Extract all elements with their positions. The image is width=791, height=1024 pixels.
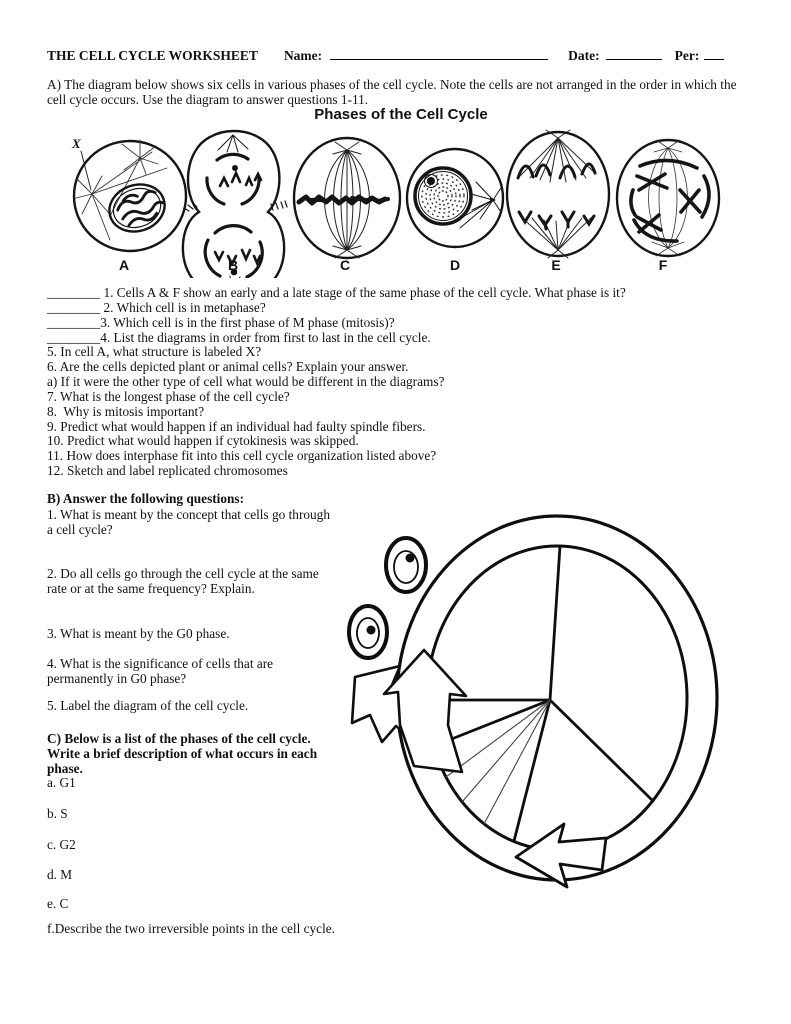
question-line: permanently in G0 phase? bbox=[47, 671, 187, 687]
question-line: 6. Are the cells depicted plant or animal cells? Explain your answer. bbox=[47, 359, 409, 375]
date-label: Date: bbox=[568, 48, 600, 63]
question-line: a cell cycle? bbox=[47, 522, 113, 538]
cell-label-b: B bbox=[227, 257, 239, 273]
name-blank bbox=[330, 46, 548, 60]
question-line: 11. How does interphase fit into this cell cycle organization listed above? bbox=[47, 448, 437, 464]
question-line: 5. In cell A, what structure is labeled X? bbox=[47, 344, 262, 360]
section-a-questions bbox=[47, 286, 767, 479]
name-label: Name: bbox=[283, 48, 323, 63]
phase-item-f: f.Describe the two irreversible points in the cell cycle. bbox=[47, 921, 335, 936]
diagram-title: Phases of the Cell Cycle bbox=[314, 106, 488, 123]
page-title: THE CELL CYCLE WORKSHEET bbox=[47, 48, 258, 63]
question-line: 3. What is meant by the G0 phase. bbox=[47, 626, 230, 641]
cell-label-e: E bbox=[551, 257, 561, 273]
section-a-intro: A) The diagram below shows six cells in various phases of the cell cycle. Note the cells are not arranged in the order in which the cell cycle occurs. Use the diagram to answer questions 1-11. bbox=[47, 77, 737, 108]
question-line: a) If it were the other type of cell what would be different in the diagrams? bbox=[47, 374, 445, 390]
per-label: Per: bbox=[674, 48, 700, 63]
question-line: ________3. Which cell is in the first phase of M phase (mitosis)? bbox=[47, 314, 395, 330]
question-line: 8. Why is mitosis important? bbox=[47, 403, 205, 419]
phases-figure bbox=[52, 120, 732, 278]
per-blank bbox=[704, 46, 724, 60]
date-blank bbox=[606, 46, 662, 60]
question-line: 2. Do all cells go through the cell cycle at the same bbox=[47, 566, 319, 581]
cell-b-telophase-icon bbox=[183, 131, 287, 278]
cell-label-a: A bbox=[118, 257, 130, 273]
cell-label-f: F bbox=[658, 257, 668, 273]
cell-cycle-diagram bbox=[340, 510, 791, 910]
phase-item-g2: c. G2 bbox=[47, 837, 76, 852]
cell-label-d: D bbox=[449, 257, 461, 273]
question-line: 4. What is the significance of cells that are bbox=[47, 656, 274, 671]
heading-line: Write a brief description of what occurs in each bbox=[47, 746, 318, 762]
phase-item-s: b. S bbox=[47, 806, 68, 821]
cell-a-prophase-icon bbox=[71, 136, 186, 251]
question-line: ________4. List the diagrams in order from first to last in the cell cycle. bbox=[47, 329, 431, 345]
header bbox=[47, 46, 747, 64]
cell-d-interphase-icon bbox=[407, 149, 503, 247]
cell-e-anaphase-icon bbox=[507, 130, 609, 258]
cell-label-c: C bbox=[339, 257, 351, 273]
question-line: ________ 2. Which cell is in metaphase? bbox=[47, 299, 266, 315]
heading-line: phase. bbox=[47, 761, 83, 777]
phase-item-c: e. C bbox=[47, 896, 69, 911]
phase-item-g1: a. G1 bbox=[47, 775, 76, 790]
g0-cell-icon bbox=[386, 538, 426, 592]
g0-cell-icon bbox=[349, 606, 387, 658]
question-line: 12. Sketch and label replicated chromosomes bbox=[47, 463, 288, 479]
question-line: 7. What is the longest phase of the cell cycle? bbox=[47, 388, 290, 404]
question-line: ________ 1. Cells A & F show an early and a late stage of the same phase of the cell cycle. What phase is it? bbox=[47, 285, 626, 300]
question-line: 10. Predict what would happen if cytokinesis was skipped. bbox=[47, 433, 359, 449]
x-label: X bbox=[72, 136, 81, 151]
question-line: 5. Label the diagram of the cell cycle. bbox=[47, 698, 249, 713]
question-line: 9. Predict what would happen if an individual had faulty spindle fibers. bbox=[47, 418, 426, 434]
cell-f-prometaphase-icon bbox=[617, 140, 719, 256]
question-line: rate or at the same frequency? Explain. bbox=[47, 581, 255, 597]
cell-c-metaphase-icon bbox=[294, 138, 400, 258]
question-line: 1. What is meant by the concept that cells go through bbox=[47, 507, 330, 522]
phase-item-m: d. M bbox=[47, 867, 73, 882]
heading-line: C) Below is a list of the phases of the cell cycle. bbox=[47, 731, 311, 746]
section-b-heading: B) Answer the following questions: bbox=[47, 491, 245, 506]
